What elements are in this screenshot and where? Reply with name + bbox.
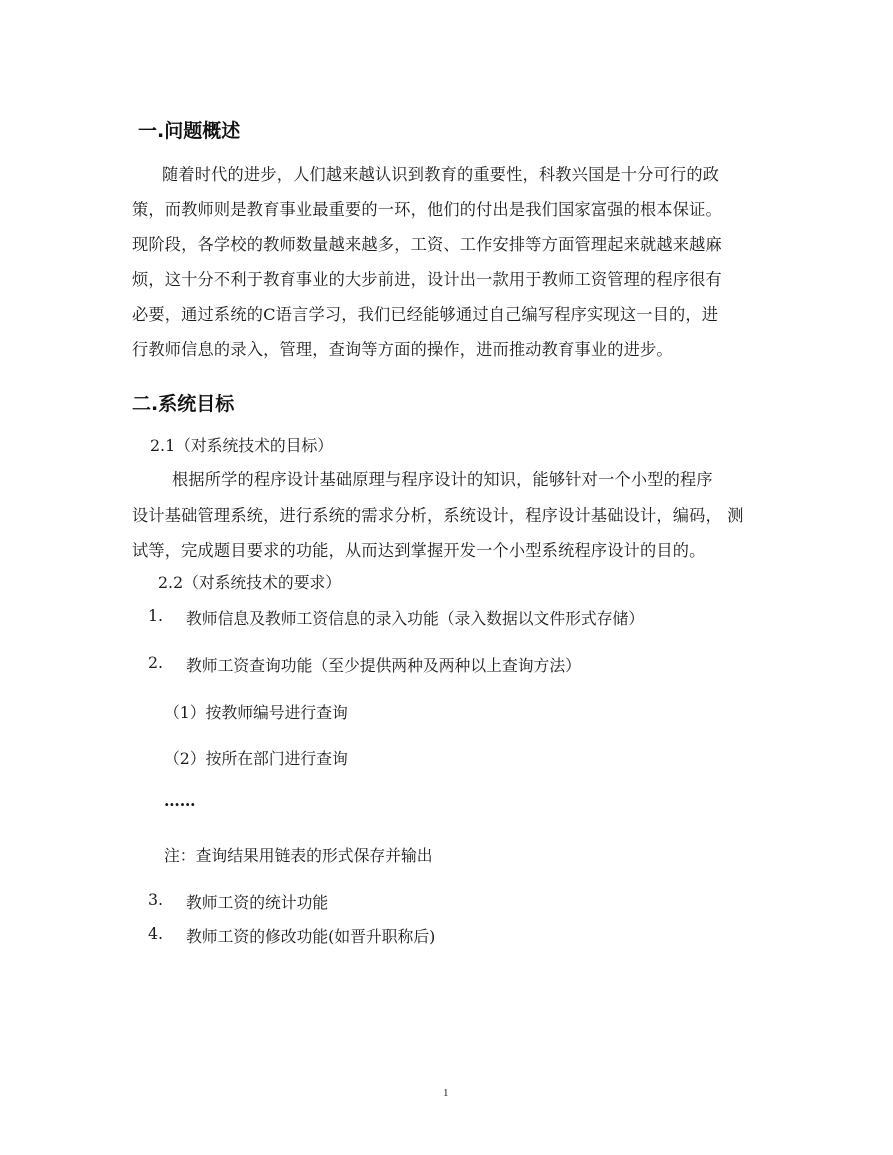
query-method-item: （2）按所在部门进行查询 (164, 749, 348, 768)
list-item-number: 2. (148, 653, 164, 672)
note-text: 注：查询结果用链表的形式保存并输出 (164, 846, 433, 865)
list-item-text: 教师工资的统计功能 (186, 893, 329, 912)
subsection-2-1-para-line: 根据所学的程序设计基础原理与程序设计的知识，能够针对一个小型的程序 (172, 470, 713, 489)
section-1-para-line: 现阶段，各学校的教师数量越来越多，工资、工作安排等方面管理起来就越来越麻 (132, 235, 722, 254)
section-1-para-line: 必要，通过系统的C语言学习，我们已经能够通过自己编写程序实现这一目的，进 (132, 305, 719, 324)
section-2-heading: 二.系统目标 (132, 393, 235, 415)
subsection-2-1-para-line: 设计基础管理系统，进行系统的需求分析，系统设计，程序设计基础设计，编码， 测 (132, 506, 744, 525)
page-number: 1 (443, 1087, 449, 1099)
section-1-para-line: 烦，这十分不利于教育事业的大步前进，设计出一款用于教师工资管理的程序很有 (132, 270, 722, 289)
list-item-text: 教师信息及教师工资信息的录入功能（录入数据以文件形式存储） (186, 609, 645, 628)
query-method-item: （1）按教师编号进行查询 (164, 703, 348, 722)
ellipsis-text: …… (164, 791, 196, 810)
section-1-para-line: 策，而教师则是教育事业最重要的一环，他们的付出是我们国家富强的根本保证。 (132, 200, 722, 219)
list-item-number: 1. (148, 606, 164, 625)
subsection-2-1-title: 2.1（对系统技术的目标） (150, 436, 334, 455)
list-item-number: 3. (148, 890, 164, 909)
section-1-heading: 一.问题概述 (138, 120, 241, 142)
subsection-2-2-title: 2.2（对系统技术的要求） (158, 573, 342, 592)
section-1-para-line: 随着时代的进步，人们越来越认识到教育的重要性，科教兴国是十分可行的政 (162, 165, 720, 184)
subsection-2-1-para-line: 试等，完成题目要求的功能，从而达到掌握开发一个小型系统程序设计的目的。 (132, 541, 706, 560)
list-item-text: 教师工资的修改功能(如晋升职称后) (186, 927, 436, 946)
list-item-text: 教师工资查询功能（至少提供两种及两种以上查询方法） (186, 656, 581, 675)
section-1-para-line: 行教师信息的录入，管理，查询等方面的操作，进而推动教育事业的进步。 (132, 340, 673, 359)
list-item-number: 4. (148, 924, 164, 943)
